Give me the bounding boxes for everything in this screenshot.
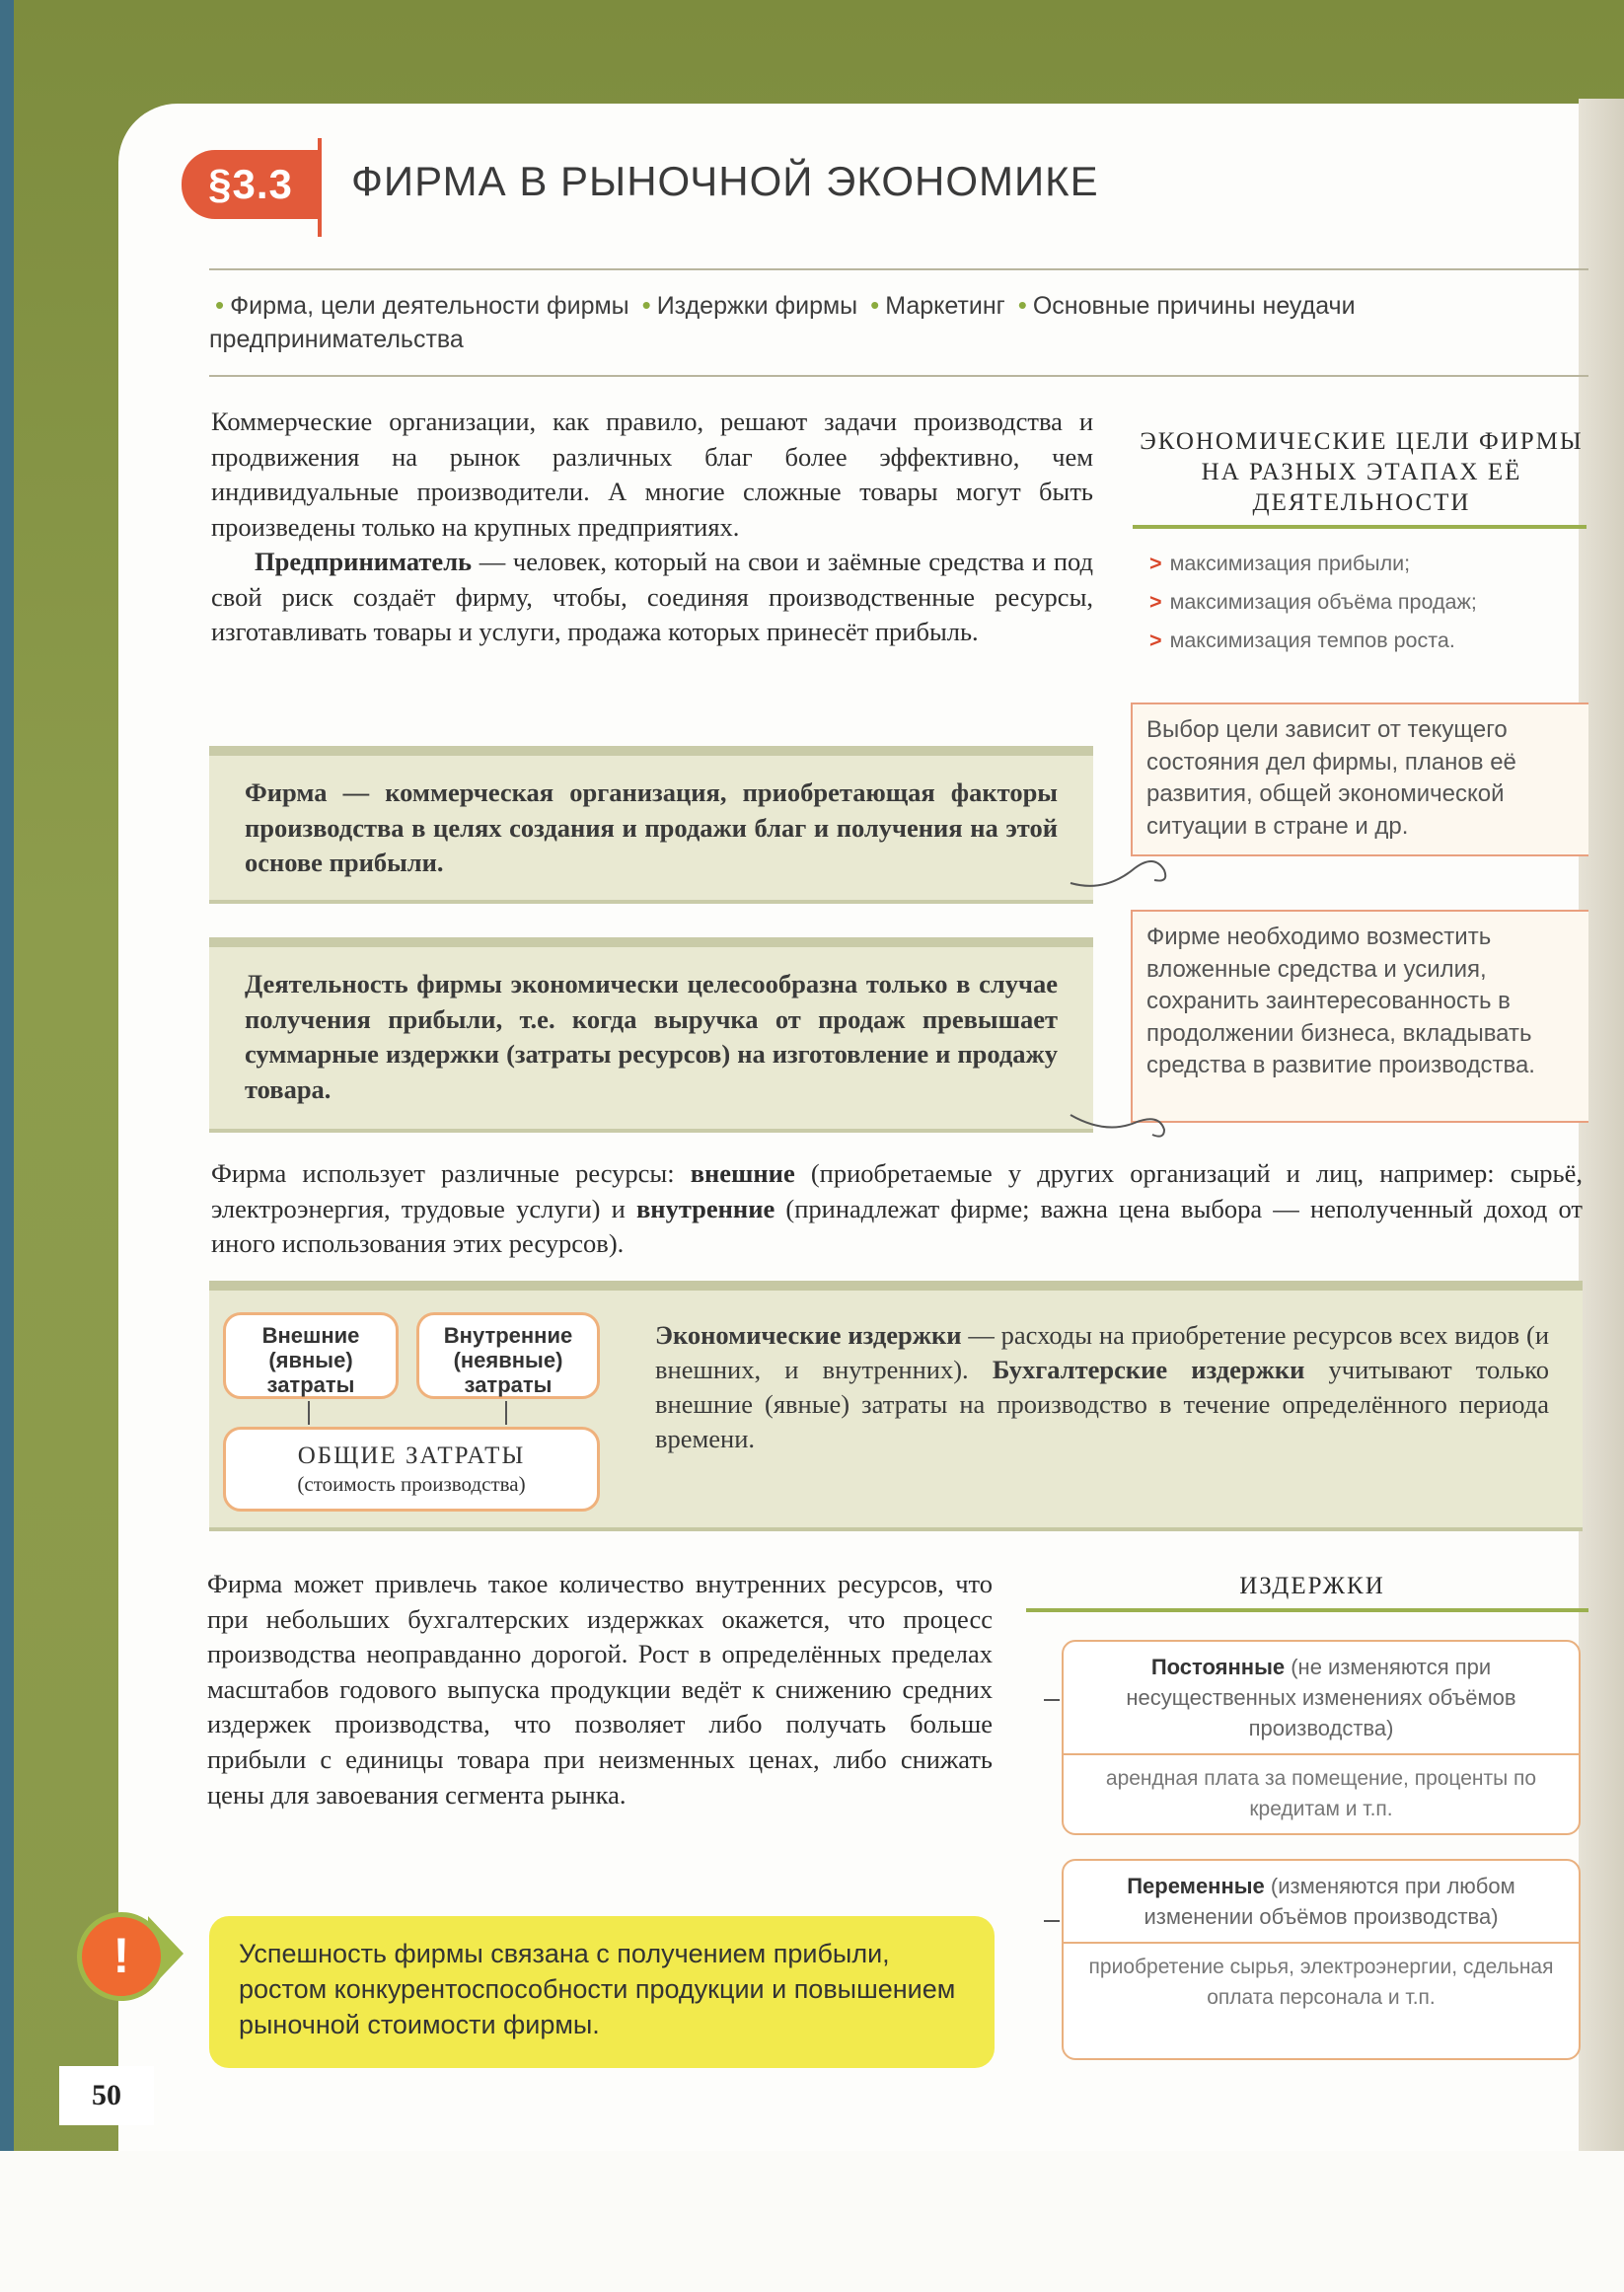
exclamation-icon: !: [77, 1912, 166, 2001]
total-costs-sub: (стоимость производства): [297, 1472, 526, 1496]
resources-text: (принадлежат фирме; важна цена выбора — неполученный доход от иного использования этих ресурсов).: [211, 1193, 1583, 1258]
goal-choice-note: Выбор цели зависит от текущего состояния дел фирмы, планов её развития, общей экономической ситуации в стране и др.: [1131, 702, 1588, 856]
bullet-icon: •: [1017, 290, 1027, 320]
entrepreneur-definition: — человек, который на свои и заёмные средства и под свой риск создаёт фирму, чтобы, соединяя производственные ресурсы, изготавливать товары и услуги, продажа которых принесёт прибыль.: [211, 547, 1093, 646]
accounting-costs-term: Бухгалтерские издержки: [992, 1355, 1305, 1384]
costs-rule: [1026, 1608, 1588, 1612]
fixed-costs-examples: арендная плата за помещение, проценты по кредитам и т.п.: [1105, 1767, 1537, 1820]
goals-heading: ЭКОНОМИЧЕСКИЕ ЦЕЛИ ФИРМЫ НА РАЗНЫХ ЭТАПАХ ЕЁ ДЕЯТЕЛЬНОСТИ: [1140, 428, 1584, 516]
firm-term: Фирма: [245, 777, 328, 807]
total-costs-label: ОБЩИЕ ЗАТРАТЫ: [297, 1442, 526, 1469]
arrow-right-icon: >: [1149, 552, 1162, 575]
resources-text: (приобретаемые у других организаций и лиц, например: сырьё, электроэнергия, трудовые услуги) и: [211, 1158, 1583, 1223]
arrow-down-icon: [308, 1401, 310, 1425]
intro-text: Коммерческие организации, как правило, решают задачи производства и продвижения на рынок различных благ более эффективно, чем индивидуальные производители. А многие сложные товары могут быть произведены только на крупных предприятиях.: [211, 407, 1093, 542]
costs-heading: ИЗДЕРЖКИ: [1239, 1573, 1385, 1599]
investment-note: Фирме необходимо возместить вложенные средства и усилия, сохранить заинтересованность в продолжении бизнеса, вкладывать средства в развитие производства.: [1131, 910, 1588, 1123]
total-costs-pill: [223, 1427, 600, 1512]
goal-text: максимизация объёма продаж;: [1169, 590, 1477, 614]
internal-term: внутренние: [635, 1193, 775, 1223]
variable-costs-term: Переменные: [1127, 1874, 1265, 1898]
topic-item: Маркетинг: [885, 292, 1005, 320]
accounting-costs-definition: учитывают только внешние (явные) затраты на производство в течение определённого периода времени.: [655, 1355, 1550, 1453]
fixed-costs-term: Постоянные: [1150, 1655, 1286, 1679]
left-edge-strip: [0, 0, 14, 2292]
arrow-right-icon: [1044, 1699, 1060, 1701]
bullet-icon: •: [215, 290, 225, 320]
bullet-icon: •: [870, 290, 880, 320]
arrow-right-icon: >: [1149, 628, 1162, 652]
section-badge: §3.3: [182, 150, 320, 219]
goals-list: [1149, 545, 1477, 660]
economic-costs-term: Экономические издержки: [655, 1320, 962, 1350]
arrow-down-icon: [505, 1401, 507, 1425]
fixed-costs-card: [1062, 1640, 1581, 1835]
page-number: 50: [59, 2066, 154, 2125]
variable-costs-examples: приобретение сырья, электроэнергии, сдельная оплата персонала и т.п.: [1088, 1956, 1554, 2009]
topics-rule-top: [209, 268, 1588, 270]
resources-paragraph: [211, 1156, 1583, 1262]
goal-text: максимизация темпов роста.: [1169, 628, 1455, 652]
arrow-right-icon: >: [1149, 590, 1162, 614]
variable-costs-description: [1064, 1861, 1579, 1944]
curl-connector-icon: [1066, 849, 1184, 898]
topic-item: Издержки фирмы: [656, 292, 858, 320]
arrow-right-icon: [1044, 1920, 1060, 1922]
scan-margin: [0, 2151, 1624, 2292]
topic-item: Основные причины неудачи предпринимательства: [209, 292, 1356, 353]
profit-definition: Деятельность фирмы экономически целесообразна только в случае получения прибыли, т.е. когда выручка от продаж превышает суммарные издержки (затраты ресурсов) на изготовление и продажу товара.: [245, 969, 1058, 1104]
fixed-costs-text: (не изменяются при несущественных изменениях объёмов производства): [1126, 1655, 1516, 1740]
internal-costs-pill: Внутренние (неявные) затраты: [416, 1312, 600, 1399]
variable-costs-card: [1062, 1859, 1581, 2060]
success-callout: Успешность фирмы связана с получением прибыли, ростом конкурентоспособности продукции и повышением рыночной стоимости фирмы.: [209, 1916, 995, 2068]
firm-definition-box: [209, 746, 1093, 904]
external-costs-pill: Внешние (явные) затраты: [223, 1312, 399, 1399]
external-term: внешние: [690, 1158, 795, 1188]
topics-list: [209, 288, 1551, 356]
intro-paragraph: [211, 405, 1093, 650]
resources-text: Фирма использует различные ресурсы:: [211, 1158, 691, 1188]
entrepreneur-term: Предприниматель: [255, 547, 473, 576]
badge-divider: [318, 138, 322, 237]
topics-rule-bottom: [209, 375, 1588, 377]
goals-rule: [1133, 525, 1587, 529]
fixed-costs-description: [1064, 1642, 1579, 1755]
topic-item: Фирма, цели деятельности фирмы: [230, 292, 629, 320]
bullet-icon: •: [641, 290, 651, 320]
curl-connector-icon: [1066, 1095, 1184, 1145]
profit-definition-box: [209, 937, 1093, 1133]
goal-text: максимизация прибыли;: [1169, 552, 1411, 575]
goal-item: [1149, 622, 1477, 660]
goal-item: [1149, 545, 1477, 583]
page-title: ФИРМА В РЫНОЧНОЙ ЭКОНОМИКЕ: [351, 158, 1099, 204]
costs-definition: [655, 1318, 1549, 1456]
variable-costs-text: (изменяются при любом изменении объёмов производства): [1144, 1874, 1515, 1929]
firm-definition: — коммерческая организация, приобретающая факторы производства в целях создания и продажи благ и получения на этой основе прибыли.: [245, 777, 1058, 877]
economic-costs-definition: — расходы на приобретение ресурсов всех видов (и внешних, и внутренних).: [655, 1320, 1549, 1384]
scale-paragraph: Фирма может привлечь такое количество внутренних ресурсов, что при небольших бухгалтерских издержках окажется, что процесс производства неоправданно дорогой. Рост в определённых пределах масштабов годового выпуска продукции ведёт к снижению средних издержек производства, что позволяет либо получать больше прибыли с единицы товара при неизменных ценах, либо снижать цены для завоевания сегмента рынка.: [207, 1569, 993, 1810]
goal-item: [1149, 583, 1477, 622]
page-shadow: [1579, 99, 1624, 2171]
